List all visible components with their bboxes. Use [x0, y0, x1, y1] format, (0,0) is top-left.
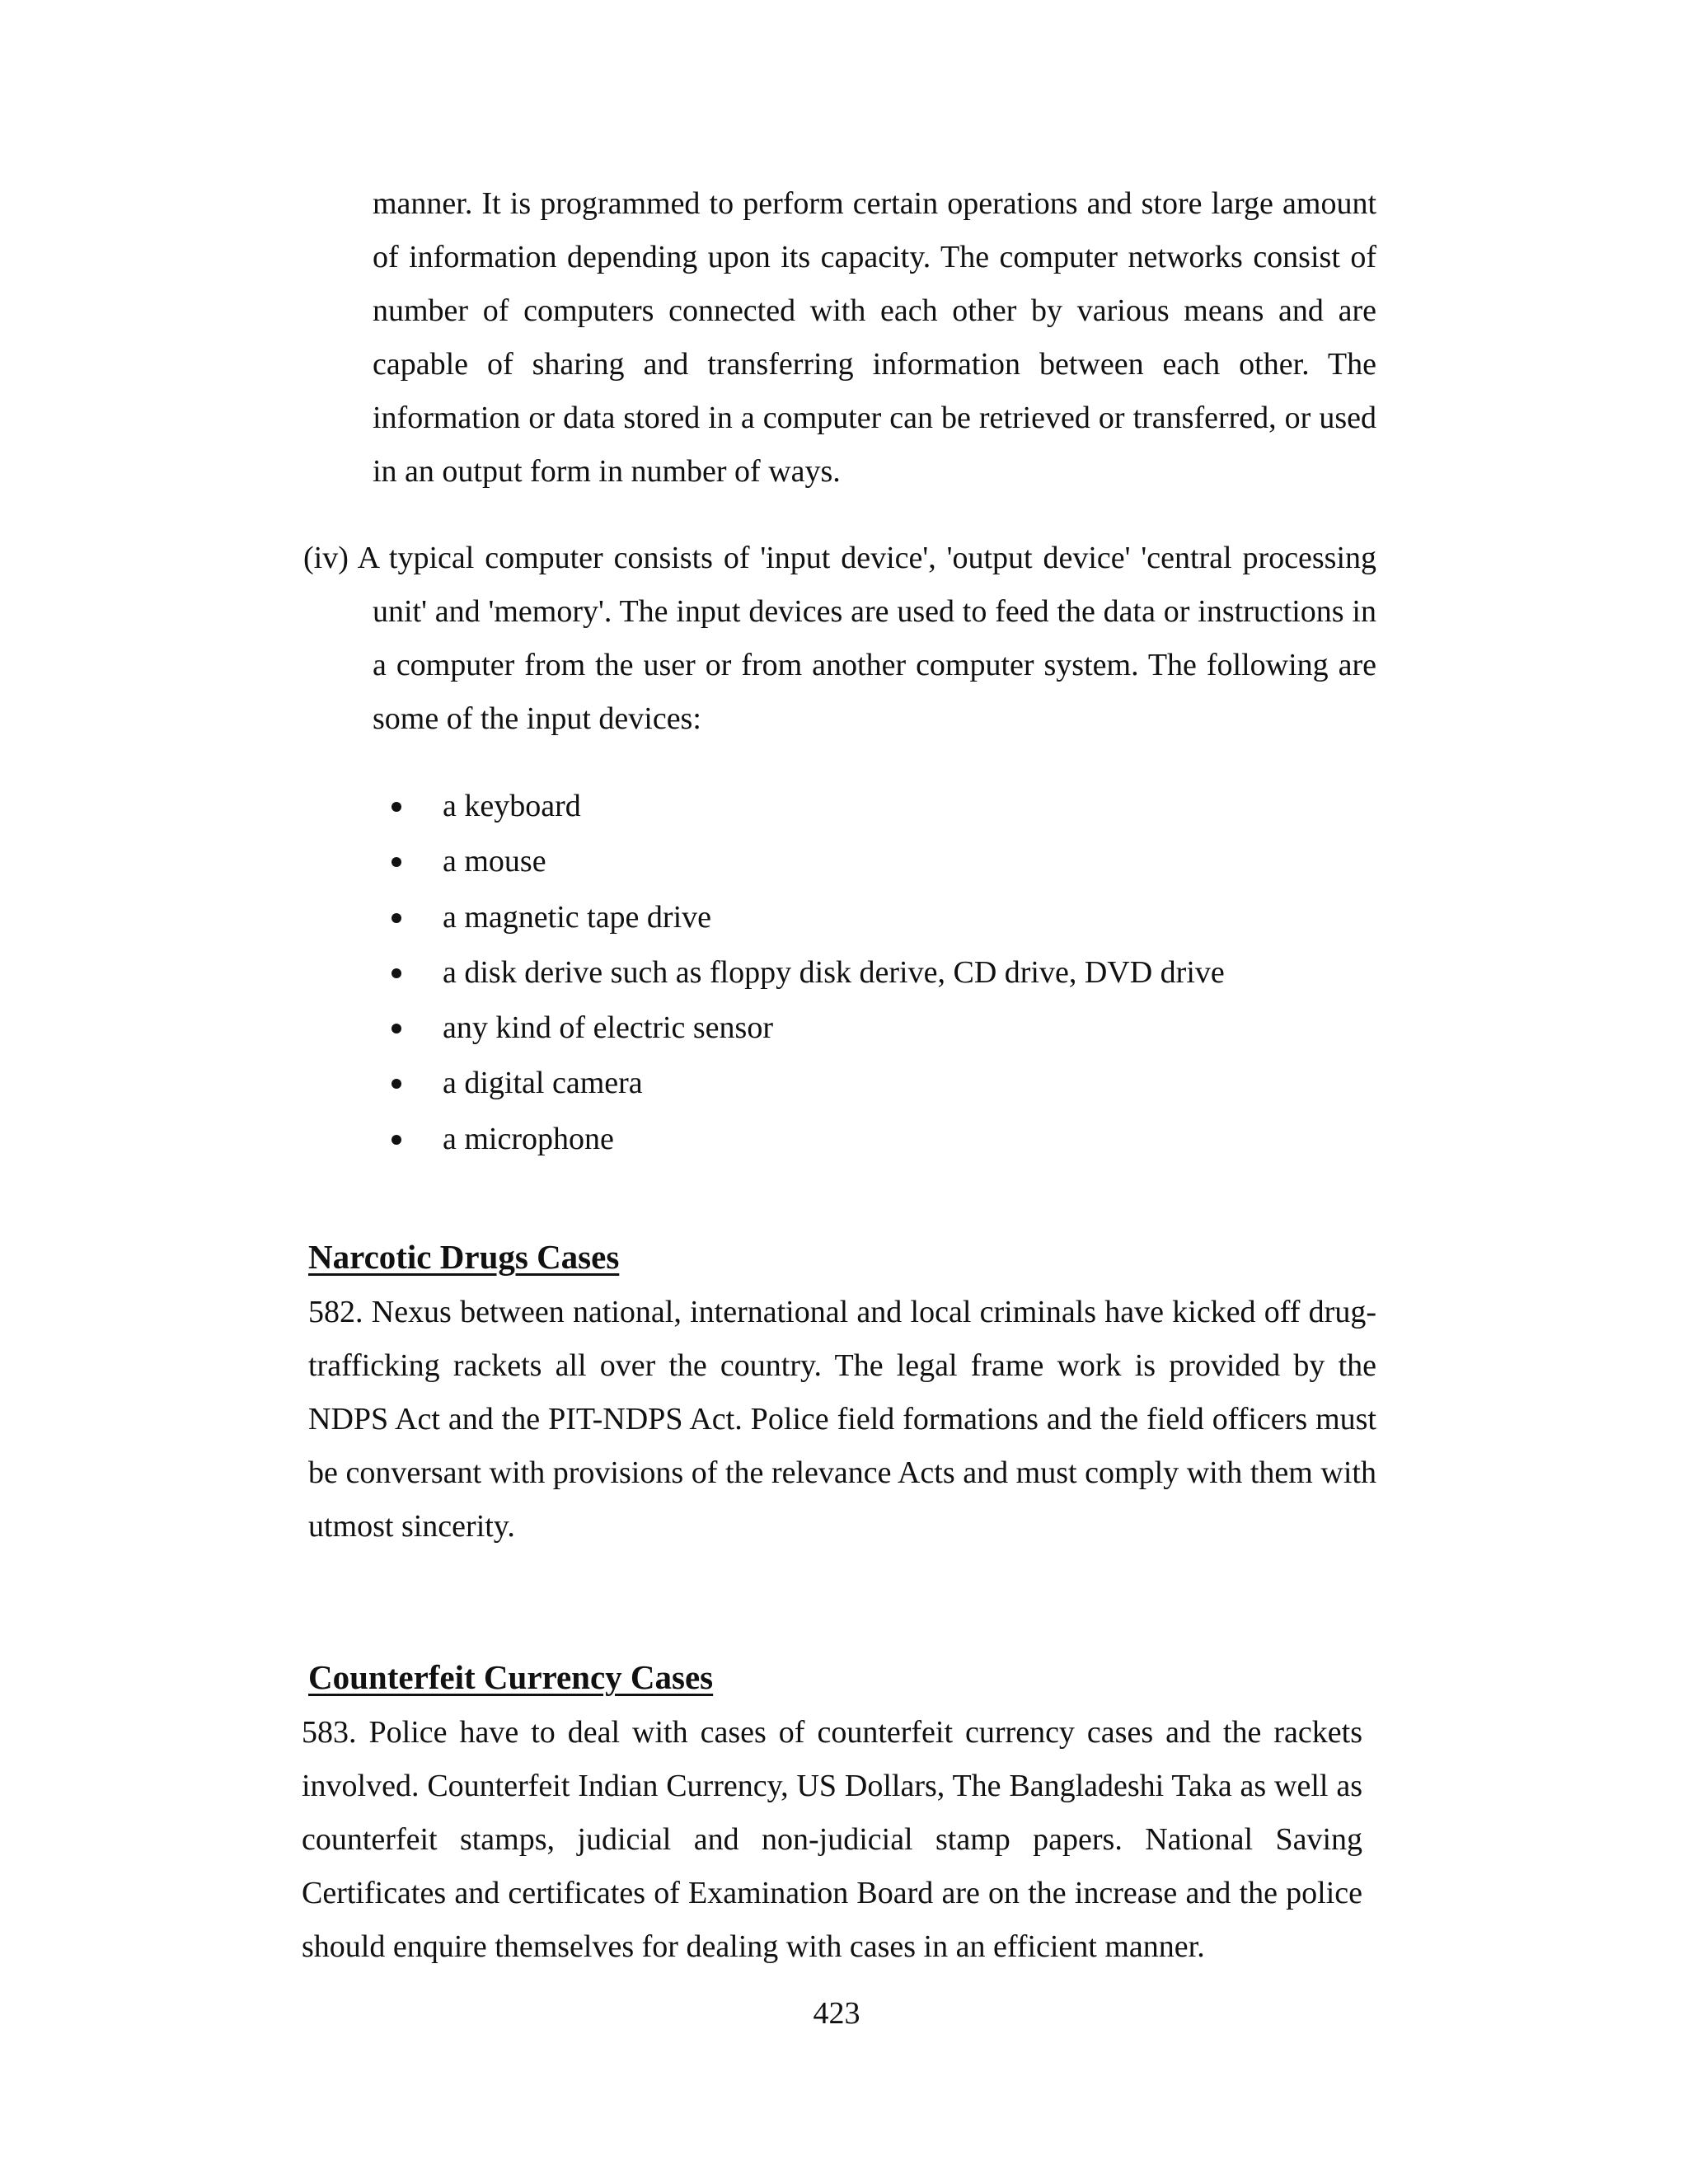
- narcotic-drugs-paragraph: 582. Nexus between national, international and local criminals have kicked off drug-trafficking rackets all over the country. The legal frame work is provided by the NDPS Act and the PIT-NDPS Act. Police field formations and the field officers must be conversant with provisions of the relevance Acts and must comply with them with utmost sincerity.: [308, 1295, 1376, 1544]
- input-devices-list: [392, 779, 1225, 1167]
- bullet-icon: [392, 1079, 401, 1089]
- list-item-text: a disk derive such as floppy disk derive, CD drive, DVD drive: [443, 954, 1225, 990]
- list-item-text: a magnetic tape drive: [443, 899, 712, 935]
- bullet-icon: [392, 913, 401, 923]
- point-iv-paragraph: [303, 532, 1376, 746]
- point-iv-marker: (iv): [303, 541, 349, 575]
- list-item: [392, 1001, 1225, 1056]
- list-item: [392, 834, 1225, 889]
- list-item-text: a keyboard: [443, 789, 581, 823]
- list-item-text: any kind of electric sensor: [443, 1010, 773, 1046]
- page-number: 423: [813, 1996, 860, 2031]
- bullet-icon: [392, 802, 401, 812]
- narcotic-drugs-heading: Narcotic Drugs Cases: [308, 1238, 620, 1276]
- list-item: [392, 945, 1225, 1001]
- counterfeit-currency-paragraph: 583. Police have to deal with cases of counterfeit currency cases and the rackets involved. Counterfeit Indian Currency, US Dollars, The Bangladeshi Taka as well as counterfeit stamps, judicial and non-judicial stamp papers. National Saving Certificates and certificates of Examination Board are on the increase and the police should enquire themselves for dealing with cases in an efficient manner.: [302, 1715, 1362, 1964]
- list-item-text: a microphone: [443, 1121, 614, 1156]
- bullet-icon: [392, 968, 401, 978]
- list-item: [392, 1112, 1225, 1167]
- continuation-paragraph: manner. It is programmed to perform certain operations and store large amount of information depending upon its capacity. The computer networks consist of number of computers connected with each other by various means and are capable of sharing and transferring information between each other. The information or data stored in a computer can be retrieved or transferred, or used in an output form in number of ways.: [373, 186, 1376, 489]
- list-item: [392, 1056, 1225, 1111]
- list-item-text: a digital camera: [443, 1066, 643, 1101]
- bullet-icon: [392, 1024, 401, 1033]
- list-item: [392, 890, 1225, 945]
- point-iv-text: A typical computer consists of 'input device', 'output device' 'central processing unit' and 'memory'. The input devices are used to feed the data or instructions in a computer from the user or from another computer system. The following are some of the input devices:: [357, 541, 1376, 736]
- counterfeit-currency-heading: Counterfeit Currency Cases: [308, 1658, 714, 1696]
- bullet-icon: [392, 857, 401, 867]
- list-item-text: a mouse: [443, 844, 546, 879]
- list-item: [392, 779, 1225, 834]
- bullet-icon: [392, 1135, 401, 1145]
